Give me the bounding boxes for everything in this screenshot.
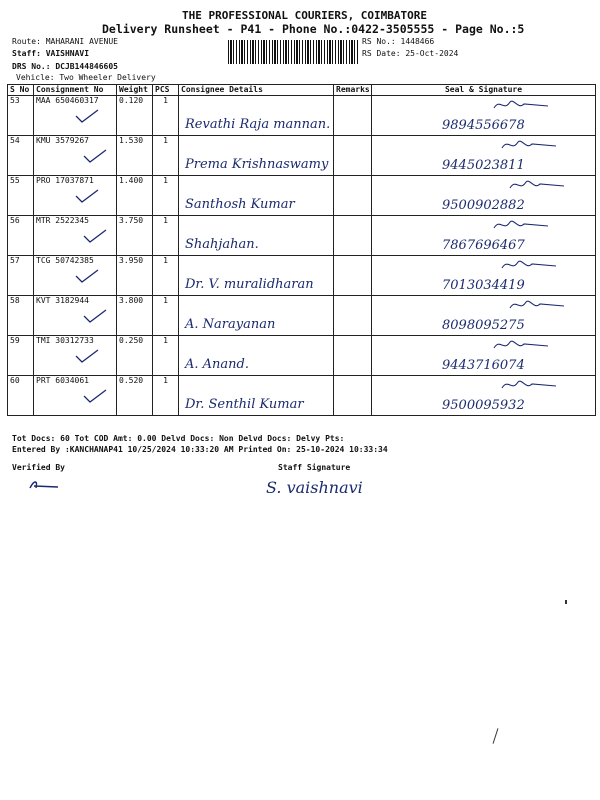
- row-remarks: [334, 96, 372, 136]
- table-row: [8, 136, 596, 176]
- table-row: [8, 176, 596, 216]
- row-consignee: [179, 176, 334, 216]
- row-consignment-no: TMI 30312733: [34, 336, 117, 376]
- scan-mark: [565, 600, 567, 604]
- receiver-signature: [492, 338, 552, 352]
- row-signature: [372, 376, 596, 416]
- receiver-phone: 9500095932: [442, 398, 525, 413]
- check-mark-icon: [74, 268, 100, 284]
- row-consignment-no: KVT 3182944: [34, 296, 117, 336]
- row-sno: 60: [8, 376, 34, 416]
- table-row: [8, 336, 596, 376]
- row-pcs: 1: [153, 216, 179, 256]
- table-row: [8, 216, 596, 256]
- check-mark-icon: [82, 308, 108, 324]
- receiver-phone: 9443716074: [442, 358, 525, 373]
- row-remarks: [334, 216, 372, 256]
- row-remarks: [334, 376, 372, 416]
- row-weight: 3.800: [117, 296, 153, 336]
- row-pcs: 1: [153, 376, 179, 416]
- company-title: THE PROFESSIONAL COURIERS, COIMBATORE: [182, 9, 428, 22]
- barcode: [228, 40, 358, 64]
- staff-signature: S. vaishnavi: [266, 478, 363, 497]
- row-consignee: [179, 296, 334, 336]
- receiver-signature: [492, 98, 552, 112]
- receiver-phone: 9445023811: [442, 158, 525, 173]
- col-consignment: Consignment No: [34, 85, 117, 96]
- table-row: [8, 96, 596, 136]
- col-remarks: Remarks: [334, 85, 372, 96]
- row-remarks: [334, 136, 372, 176]
- table-header: [8, 85, 596, 96]
- check-mark-icon: [82, 388, 108, 404]
- row-pcs: 1: [153, 256, 179, 296]
- row-consignment-no: KMU 3579267: [34, 136, 117, 176]
- row-sno: 54: [8, 136, 34, 176]
- check-mark-icon: [74, 348, 100, 364]
- row-weight: 1.530: [117, 136, 153, 176]
- receiver-signature: [508, 178, 568, 192]
- row-pcs: 1: [153, 96, 179, 136]
- col-signature: Seal & Signature: [372, 85, 596, 96]
- row-signature: [372, 256, 596, 296]
- consignee-name: Dr. Senthil Kumar: [185, 397, 304, 412]
- receiver-signature: [500, 138, 560, 152]
- row-remarks: [334, 296, 372, 336]
- row-pcs: 1: [153, 136, 179, 176]
- col-consignee: Consignee Details: [179, 85, 334, 96]
- row-weight: 3.950: [117, 256, 153, 296]
- scan-mark: [493, 728, 499, 744]
- consignee-name: Prema Krishnaswamy: [185, 157, 329, 172]
- col-sno: S No: [8, 85, 34, 96]
- check-mark-icon: [82, 148, 108, 164]
- check-mark-icon: [74, 188, 100, 204]
- row-signature: [372, 136, 596, 176]
- receiver-signature: [500, 378, 560, 392]
- table-row: [8, 256, 596, 296]
- receiver-signature: [500, 258, 560, 272]
- receiver-phone: 8098095275: [442, 318, 525, 333]
- rs-date: RS Date: 25-Oct-2024: [362, 49, 459, 58]
- table-row: [8, 296, 596, 336]
- verifier-signature: [28, 478, 62, 492]
- totals-line: Tot Docs: 60 Tot COD Amt: 0.00 Delvd Docs: Non Delvd Docs: Delvy Pts:: [12, 434, 345, 443]
- receiver-phone: 7867696467: [442, 238, 525, 253]
- row-consignee: [179, 336, 334, 376]
- row-consignee: [179, 96, 334, 136]
- row-pcs: 1: [153, 176, 179, 216]
- consignee-name: Dr. V. muralidharan: [185, 277, 314, 292]
- row-sno: 53: [8, 96, 34, 136]
- consignee-name: Santhosh Kumar: [185, 197, 295, 212]
- consignee-name: A. Anand.: [185, 357, 249, 372]
- receiver-signature: [508, 298, 568, 312]
- rs-number: RS No.: 1448466: [362, 37, 435, 46]
- col-weight: Weight: [117, 85, 153, 96]
- row-consignment-no: PRT 6034061: [34, 376, 117, 416]
- check-mark-icon: [74, 108, 100, 124]
- row-sno: 55: [8, 176, 34, 216]
- row-consignment-no: PRO 17037871: [34, 176, 117, 216]
- runsheet-table: [7, 84, 596, 416]
- row-pcs: 1: [153, 296, 179, 336]
- row-consignee: [179, 376, 334, 416]
- table-row: [8, 376, 596, 416]
- row-pcs: 1: [153, 336, 179, 376]
- row-signature: [372, 96, 596, 136]
- row-weight: 0.120: [117, 96, 153, 136]
- col-pcs: PCS: [153, 85, 179, 96]
- verified-by-label: Verified By: [12, 463, 65, 472]
- row-consignee: [179, 256, 334, 296]
- row-sno: 59: [8, 336, 34, 376]
- row-consignee: [179, 216, 334, 256]
- row-consignee: [179, 136, 334, 176]
- row-consignment-no: MAA 650460317: [34, 96, 117, 136]
- consignee-name: A. Narayanan: [185, 317, 276, 332]
- drs-number: DRS No.: DCJB144846605: [12, 62, 118, 71]
- row-signature: [372, 216, 596, 256]
- row-consignment-no: MTR 2522345: [34, 216, 117, 256]
- row-signature: [372, 176, 596, 216]
- staff-label: Staff: VAISHNAVI: [12, 49, 90, 58]
- consignee-name: Shahjahan.: [185, 237, 259, 252]
- row-weight: 1.400: [117, 176, 153, 216]
- row-consignment-no: TCG 50742385: [34, 256, 117, 296]
- vehicle-label: Vehicle: Two Wheeler Delivery: [16, 73, 156, 82]
- receiver-phone: 7013034419: [442, 278, 525, 293]
- check-mark-icon: [82, 228, 108, 244]
- row-remarks: [334, 336, 372, 376]
- row-weight: 0.250: [117, 336, 153, 376]
- row-signature: [372, 296, 596, 336]
- row-weight: 3.750: [117, 216, 153, 256]
- staff-signature-label: Staff Signature: [278, 463, 351, 472]
- entered-by-line: Entered By :KANCHANAP41 10/25/2024 10:33:20 AM Printed On: 25-10-2024 10:33:34: [12, 445, 388, 454]
- row-signature: [372, 336, 596, 376]
- consignee-name: Revathi Raja mannan.: [185, 117, 331, 132]
- row-remarks: [334, 176, 372, 216]
- receiver-phone: 9500902882: [442, 198, 525, 213]
- row-sno: 57: [8, 256, 34, 296]
- runsheet-title: Delivery Runsheet - P41 - Phone No.:0422-3505555 - Page No.:5: [102, 22, 525, 36]
- row-sno: 56: [8, 216, 34, 256]
- receiver-phone: 9894556678: [442, 118, 525, 133]
- route-label: Route: MAHARANI AVENUE: [12, 37, 118, 46]
- row-remarks: [334, 256, 372, 296]
- receiver-signature: [492, 218, 552, 232]
- row-weight: 0.520: [117, 376, 153, 416]
- row-sno: 58: [8, 296, 34, 336]
